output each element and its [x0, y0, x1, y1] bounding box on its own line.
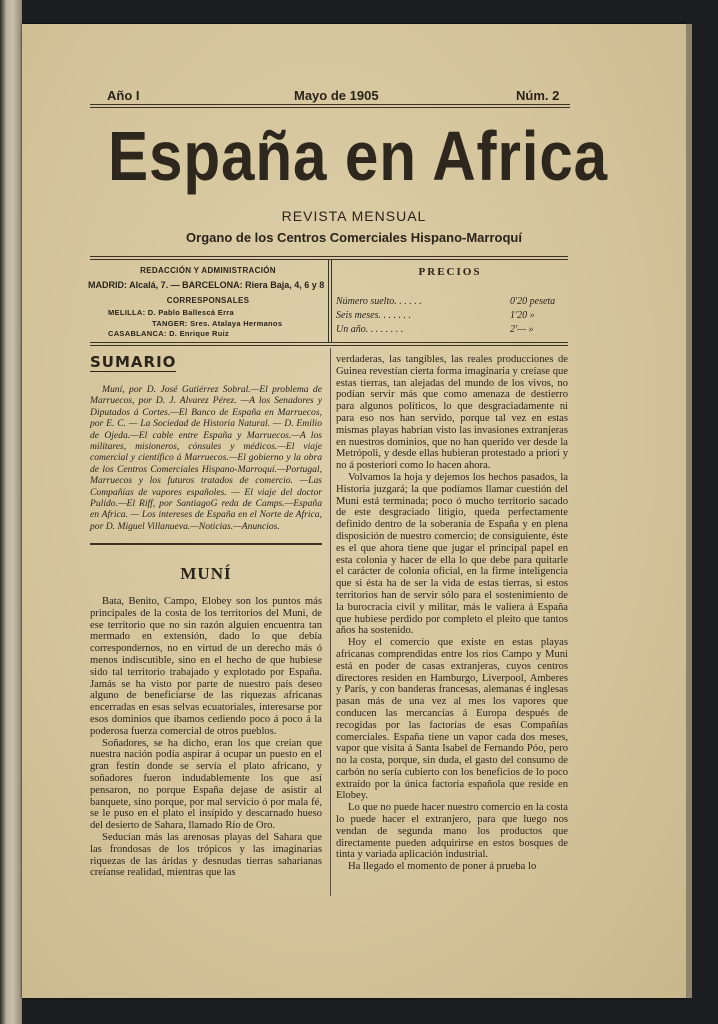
correspondent-melilla: MELILLA: D. Pablo Ballescá Erra	[108, 308, 234, 317]
prices-heading: PRECIOS	[418, 266, 482, 278]
sumario-text-block	[90, 384, 322, 532]
info-box-top-rule-2	[90, 259, 568, 260]
price-value-year: 2'— »	[510, 324, 534, 335]
article-paragraph: Seducían más las arenosas playas del Sahara que las frondosas de los trópicos y las imaginarias riquezas de las áridas y desnudas tierras saharianas creíanse realidad, mientras que las	[90, 831, 322, 879]
article-paragraph: Soñadores, se ha dicho, eran los que creían que nuestra nación podía aspirar á ocupar un puesto en el gran festín donde se servía el plato africano, y soñadores fueron indudablemente los que así pensaron, no porque España dejase de asistir al banquete, sino porque, por mal servicio ó por mala fé, se le puso en el plato el insípido y descarnado hueso del desierto de Sahara, llamado Río de Oro.	[90, 737, 322, 832]
correspondent-casablanca: CASABLANCA: D. Enrique Ruiz	[108, 329, 230, 338]
correspondent-tanger: TANGER: Sres. Atalaya Hermanos	[152, 319, 283, 328]
issue-date: Mayo de 1905	[294, 88, 379, 103]
masthead-organ: Organo de los Centros Comerciales Hispano-Marroquí	[186, 230, 522, 245]
sumario-heading-wrap	[90, 353, 176, 372]
correspondents-heading: CORRESPONSALES	[166, 296, 250, 305]
article-left-column	[90, 596, 322, 896]
article-paragraph: Bata, Benito, Campo, Elobey son los puntos más principales de la costa de los territorios del Muni, de ese territorio que no sin razón alguien encuentra tan mermado en extensión, dado lo que debía correspondernos, no en virtud de un derecho más ó menos indiscutible, sino en el hecho de que hubiese sido tal territorio trabajado y explotado por España. Jamás se ha visto por parte de nuestro país deseo alguno de beneficiarse de las riquezas africanas encerradas en esas selvas ecuatoriales, interesarse por esos dominios que íbamos cediendo poco á poco á la poderosa fuerza comercial de otros pueblos.	[90, 596, 322, 737]
info-box-divider	[328, 260, 329, 342]
article-paragraph: verdaderas, las tangibles, las reales producciones de Guinea revestían cierta forma imaginaria y creíase que estas tierras, tan alejadas del mundo de los vivos, no podían servir más que como amenaza de destierro para algunos políticos, lo que desgraciadamente ni para eso nos han servido, porque tal vez en estas mismas playas habrían visto las invasiones extranjeras en nuestros dominios, que no han querido ver desde la Metrópoli, y desde ellas hubieran protestado a priori y no á posteriori como lo hacen ahora.	[336, 354, 568, 472]
price-value-single: 0'20 peseta	[510, 296, 556, 307]
masthead-title: España en Africa	[108, 117, 609, 195]
article-paragraph: Volvamos la hoja y dejemos los hechos pasados, la Historia juzgará; la que podíamos llamar cuestión del Muni está terminada; poco ó mucho territorio sacado de este desgraciado litigio, queda perfectamente definido dentro de la soberanía de España y en plena disposición de nuestro comercio; de consiguiente, éste es el que ahora tiene que jugar el principal papel en esta colonia y hacer de ella lo que debe para quitarle el carácter de colonia oficial, en la firme inteligencia que si ésta ha de ser la vida de estas tierras, si estos territorios han de servir sólo para el sostenimiento de la burocracia civil y militar, más le valiera á España que hubiese perdido por completo el pleito que tantos años ha sostenido.	[336, 471, 568, 637]
newspaper-page	[22, 24, 686, 998]
article-paragraph: Hoy el comercio que existe en estas playas africanas comprendidas entre los ríos Campo y Muni está en poder de casas extranjeras, cuyos centros directores residen en Hamburgo, Liverpool, Amberes y París, y con banderas francesas, alemanas é inglesas pasan más de una vez al mes los vapores que conducen las mercancías á Europa después de recogidas por las factorías de esas Compañías comerciales. España tiene un vapor cada dos meses, vapor que visita á Santa Isabel de Fernando Póo, pero no la costa, porque, sin duda, el gasto del consumo de carbón no sería cubierto con los beneficios de lo poco extraído por la única factoría española que reside en Elobey.	[336, 637, 568, 802]
scan-background-left	[0, 0, 22, 1024]
admin-heading: REDACCIÓN Y ADMINISTRACIÓN	[140, 266, 276, 275]
sumario-rule	[90, 543, 322, 545]
info-box-top-rule	[90, 256, 568, 257]
issue-number: Núm. 2	[516, 88, 560, 103]
price-label-six-months: Seis meses. . . . . . .	[336, 310, 411, 321]
info-box-bottom-rule	[90, 342, 568, 343]
price-label-single: Número suelto. . . . . .	[336, 296, 422, 307]
price-value-six-months: 1'20 »	[510, 310, 535, 321]
header-rule-bottom	[90, 107, 570, 108]
page-edge-right	[686, 24, 692, 998]
issue-year: Año I	[107, 88, 140, 103]
article-paragraph: Ha llegado el momento de poner á prueba lo	[348, 861, 537, 873]
sumario-text: Muní, por D. José Gutiérrez Sobral.—El problema de Marruecos, por D. J. Alvarez Pérez. —A los Senadores y Diputados á Cortes.—El Banco de España en Marruecos, por E. C. — La Sociedad de Historia Natural. — D. Emilio de Ojeda.—El cable entre España y Marruecos.—A los militares, misioneros, cónsules y médicos.—El viaje comercial y científico á Marruecos.—El gobierno y la obra de los Centros Comerciales Hispano-Marroquí.—Portugal, Marruecos y los futuros tratados de comercio. —Las Compañías de vapores españoles. — El viaje del doctor Pulido.—El Riff, por SantiagoG reda de Camps.—España en Africa. — Los intereses de España en el Norte de Africa, por D. Miguel Villanueva.—Noticias.—Anuncios.	[90, 384, 322, 532]
header-rule-top	[90, 104, 570, 105]
sumario-heading: SUMARIO	[90, 353, 177, 371]
info-box-bottom-rule-2	[90, 345, 568, 346]
article-right-column	[336, 354, 568, 898]
admin-address: MADRID: Alcalá, 7. — BARCELONA: Riera Baja, 4, 6 y 8	[88, 280, 325, 290]
article-title: MUNÍ	[180, 564, 232, 583]
masthead-subtitle: REVISTA MENSUAL	[281, 208, 427, 224]
price-label-year: Un año. . . . . . . .	[336, 324, 404, 335]
column-divider	[330, 348, 331, 896]
article-paragraph: Lo que no puede hacer nuestro comercio en la costa lo puede hacer el extranjero, para que luego nos vendan de segunda mano los productos que directamente pueden adquirirse en estos bosques de tinta y variada aplicación industrial.	[336, 802, 568, 861]
